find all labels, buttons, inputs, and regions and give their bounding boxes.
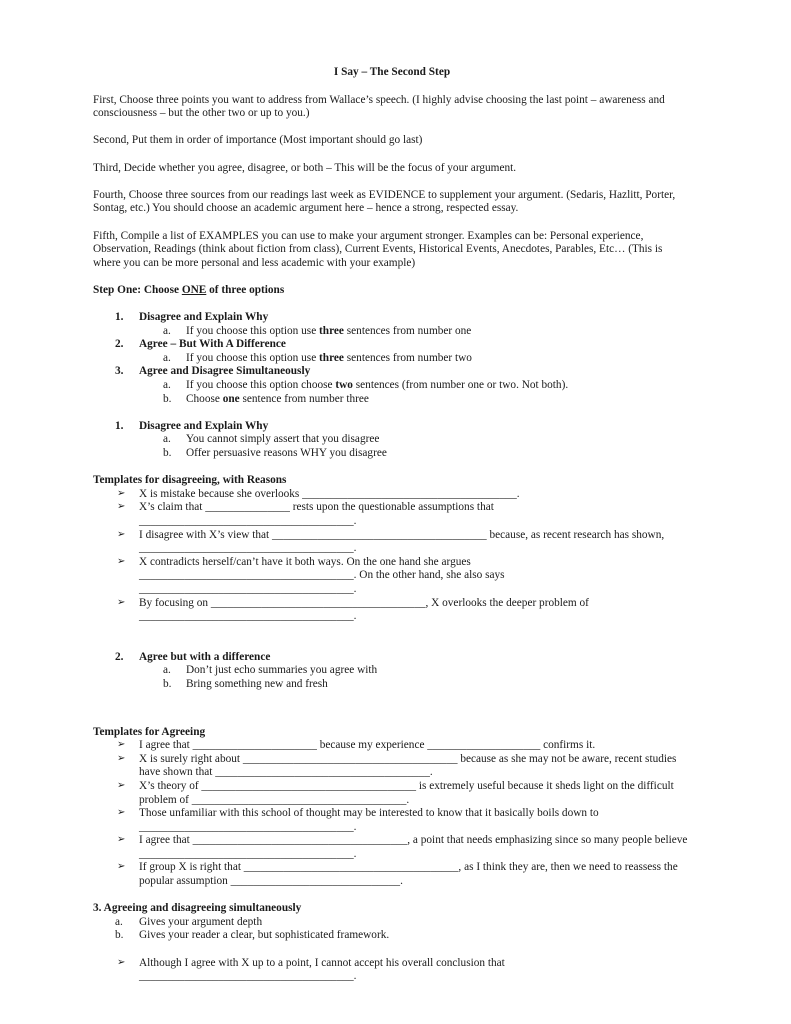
step-one-heading-post: of three options xyxy=(206,283,285,296)
template-text: By focusing on ______________________________________, X overlooks the deeper problem of ______________________________________. xyxy=(139,596,589,623)
disagree-template-5 xyxy=(93,597,691,624)
intro-paragraph-5: Fifth, Compile a list of EXAMPLES you can use to make your argument stronger. Examples can be: Personal experience, Observation, Readings (think about fiction from class), Current Events, Historical Events, Anecdotes, Parables, Etc… (This is where you can be more personal and less academic with your example) xyxy=(93,229,663,269)
option-2-sub-a xyxy=(93,352,691,366)
arrow-bullet-icon: ➢ xyxy=(117,752,126,764)
step-one-options xyxy=(93,311,691,406)
template-text: X is mistake because she overlooks ______________________________________. xyxy=(139,487,520,500)
option-3-sub-b-pre: Choose xyxy=(186,392,223,405)
arrow-bullet-icon: ➢ xyxy=(117,501,126,513)
option-1-sub-a-letter: a. xyxy=(163,324,171,337)
disagree-templates-heading: Templates for disagreeing, with Reasons xyxy=(93,474,287,487)
arrow-bullet-icon: ➢ xyxy=(117,956,126,968)
template-text: X contradicts herself/can’t have it both ways. On the one hand she argues ______________________________________. On the other hand, she also says ______________________________________. xyxy=(139,555,505,595)
section-1-sub-a-letter: a. xyxy=(163,433,171,446)
section-1-title: Disagree and Explain Why xyxy=(139,419,269,432)
section-1-sub-a xyxy=(93,433,691,447)
step-one-heading-underlined: ONE xyxy=(181,283,207,296)
agree-template-3 xyxy=(93,780,691,807)
step-one-heading xyxy=(93,284,691,298)
section-2-sub-a xyxy=(93,664,691,678)
section-1-sub-b-letter: b. xyxy=(163,447,172,460)
disagree-templates xyxy=(93,488,691,624)
step-one-heading-pre: Step One: Choose xyxy=(93,283,182,296)
agree-template-4 xyxy=(93,807,691,834)
intro-paragraph-2: Second, Put them in order of importance (Most important should go last) xyxy=(93,134,423,147)
section-2-title: Agree but with a difference xyxy=(139,650,271,663)
option-2-number: 2. xyxy=(115,338,124,351)
arrow-bullet-icon: ➢ xyxy=(117,487,126,499)
section-2 xyxy=(93,651,691,692)
disagree-template-3 xyxy=(93,529,691,556)
option-3-sub-a-letter: a. xyxy=(163,379,171,392)
option-3-sub-a-bold: two xyxy=(335,379,353,392)
option-2-sub-a-post: sentences from number two xyxy=(343,351,472,364)
arrow-bullet-icon: ➢ xyxy=(117,555,126,567)
option-3-sub-b-post: sentence from number three xyxy=(239,392,369,405)
template-text: Although I agree with X up to a point, I cannot accept his overall conclusion that ______________________________________. xyxy=(139,956,505,983)
section-2-sub-b xyxy=(93,678,691,692)
option-2-title: Agree – But With A Difference xyxy=(139,338,286,351)
section-2-sub-b-letter: b. xyxy=(163,677,172,690)
agree-template-2 xyxy=(93,753,691,780)
template-text: I agree that ______________________________________, a point that needs emphasizing since so many people believe ______________________________________. xyxy=(139,834,688,860)
option-1-sub-a-post: sentences from number one xyxy=(343,324,472,337)
option-3-sub-a-post: sentences (from number one or two. Not both). xyxy=(352,379,569,392)
simultaneous-template-1 xyxy=(93,957,691,984)
section-3-heading: 3. Agreeing and disagreeing simultaneously xyxy=(93,902,302,915)
section-3-sub-b xyxy=(93,929,691,943)
section-1 xyxy=(93,420,691,461)
option-1-sub-a-pre: If you choose this option use xyxy=(186,324,320,337)
section-3-sub-a-letter: a. xyxy=(115,915,123,928)
arrow-bullet-icon: ➢ xyxy=(117,834,126,846)
section-3-sub-a-text: Gives your argument depth xyxy=(139,915,263,928)
section-1-number: 1. xyxy=(115,419,124,432)
option-1-sub-a xyxy=(93,325,691,339)
template-text: I agree that ______________________ because my experience ____________________ confirms it. xyxy=(139,739,596,752)
option-2-sub-a-letter: a. xyxy=(163,351,171,364)
section-3-subs xyxy=(93,916,691,943)
section-3-sub-b-text: Gives your reader a clear, but sophisticated framework. xyxy=(139,929,390,942)
disagree-template-4 xyxy=(93,556,691,597)
agree-templates-heading: Templates for Agreeing xyxy=(93,725,206,738)
template-text: X’s claim that _______________ rests upon the questionable assumptions that ______________________________________. xyxy=(139,501,494,527)
template-text: Those unfamiliar with this school of thought may be interested to know that it basically boils down to ______________________________________. xyxy=(139,807,599,833)
disagree-template-2 xyxy=(93,501,691,528)
option-1-sub-a-bold: three xyxy=(319,324,344,337)
intro-paragraph-1: First, Choose three points you want to address from Wallace’s speech. (I highly advise choosing the last point – awareness and consciousness – but the other two or up to you.) xyxy=(93,93,665,120)
option-3-sub-b-letter: b. xyxy=(163,392,172,405)
option-2-sub-a-bold: three xyxy=(319,351,344,364)
option-1-title: Disagree and Explain Why xyxy=(139,311,269,324)
section-2-number: 2. xyxy=(115,650,124,663)
arrow-bullet-icon: ➢ xyxy=(117,807,126,819)
option-3-sub-a xyxy=(93,379,691,393)
section-2-heading xyxy=(93,651,691,665)
arrow-bullet-icon: ➢ xyxy=(117,739,126,751)
option-3-sub-b xyxy=(93,393,691,407)
arrow-bullet-icon: ➢ xyxy=(117,528,126,540)
template-text: I disagree with X’s view that ______________________________________ because, as recent research has shown, ______________________________________. xyxy=(139,528,665,555)
section-1-sub-b-text: Offer persuasive reasons WHY you disagree xyxy=(186,447,387,460)
simultaneous-templates xyxy=(93,957,691,984)
section-2-sub-a-letter: a. xyxy=(163,664,171,677)
agree-template-1 xyxy=(93,739,691,753)
arrow-bullet-icon: ➢ xyxy=(117,861,126,873)
agree-template-6 xyxy=(93,861,691,888)
section-1-heading xyxy=(93,420,691,434)
option-2 xyxy=(93,338,691,352)
template-text: If group X is right that ______________________________________, as I think they are, then we need to reassess the popular assumption ______________________________. xyxy=(139,861,678,888)
option-2-sub-a-pre: If you choose this option use xyxy=(186,351,320,364)
option-3-number: 3. xyxy=(115,365,124,378)
section-3-sub-b-letter: b. xyxy=(115,929,124,942)
section-1-sub-a-text: You cannot simply assert that you disagree xyxy=(186,433,380,446)
intro-paragraph-3: Third, Decide whether you agree, disagree, or both – This will be the focus of your argument. xyxy=(93,161,517,174)
arrow-bullet-icon: ➢ xyxy=(117,779,126,791)
option-3 xyxy=(93,365,691,379)
section-2-sub-b-text: Bring something new and fresh xyxy=(186,677,328,690)
template-text: X is surely right about ______________________________________ because as she may not be aware, recent studies have shown that ______________________________________. xyxy=(139,752,677,779)
intro-paragraph-4: Fourth, Choose three sources from our readings last week as EVIDENCE to supplement your argument. (Sedaris, Hazlitt, Porter, Sontag, etc.) You should choose an academic argument here – hence a strong, respected essay. xyxy=(93,188,676,215)
option-1-number: 1. xyxy=(115,311,124,324)
arrow-bullet-icon: ➢ xyxy=(117,596,126,608)
option-3-sub-a-pre: If you choose this option choose xyxy=(186,379,336,392)
section-3-sub-a xyxy=(93,916,691,930)
section-1-sub-b xyxy=(93,447,691,461)
agree-template-5 xyxy=(93,834,691,861)
document-title: I Say – The Second Step xyxy=(333,66,451,78)
agree-templates xyxy=(93,739,691,889)
template-text: X’s theory of ______________________________________ is extremely useful because it sheds light on the difficult problem of ______________________________________. xyxy=(139,779,674,806)
disagree-template-1 xyxy=(93,488,691,502)
option-1 xyxy=(93,311,691,325)
section-2-sub-a-text: Don’t just echo summaries you agree with xyxy=(186,664,378,677)
option-3-title: Agree and Disagree Simultaneously xyxy=(139,365,311,378)
option-3-sub-b-bold: one xyxy=(222,392,240,405)
